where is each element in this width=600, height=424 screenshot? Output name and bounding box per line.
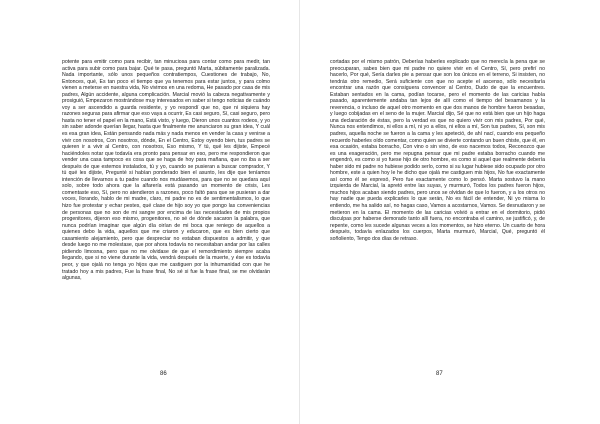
right-page <box>300 0 600 424</box>
right-page-body-text: cortadas por el mismo patrón, Deberías haberles explicado que no merecía la pena que se preocuparan, sabes bien que mi padre no quiere vivir en el Centro, Sí, pero prefirí no hacerlo, Por qué, Sería darles pie a pensar que son los únicos en el terreno, Si insisten, no tendrás otro remedio, Será suficiente con que no acepte el ascenso, sólo necesitaría encontrar una razón que consiguera convencer al Centro, Dudo de que la encuentres. Estaban sentados en la cama, podían tocarse, pero el momento de las caricias había pasado, aparentemente andaba tan lejos de allí como el tiempo del besamanos y la reverencia, o incluso de aquel otro momento en que dos manos de hombre fueron besadas, y luego cobijadas en el seno de la mujer. Marcial dijo, Sé que no está bien que un hijo haga una declaración de éstas, pero la verdad es que no quiero vivir con mis padres, Por qué, Nunca nos entendimos, ni ellos a mí, ni yo a ellos, ni ellos a mí, Son tus padres, Sí, son mis padres, aquella noche se fueron a la cama y les apeteció, de ahí nací, cuando era pequeño recuerdo haberles oído comentar, como quien se divierte contando un buen chiste, que él, en esa ocasión, estaba borracho, Con vino o sin vino, de eso nacemos todos, Reconozco que es una exageración, pero me repugna pensar que mi padre estaba borracho cuando me engendró, es como si yo fuese hijo de otro hombre, es como si aquel que realmente debería haber sido mi padre no hubiese podido serlo, como si su lugar hubiese sido ocupado por otro hombre, este a quien hoy le he dicho que ojalá me castiguen mis hijos, No fue exactamente así como él se expresó, Pero fue exactamente como lo pensó. Marta sostuvo la mano izquierda de Marcial, la apretó entre las suyas, y murmuró, Todos los padres fueron hijos, muchos hijos acaban siendo padres, pero unos se olvidan de que lo fueron, y a los otros no hay nadie que pueda explicarles lo que serán, No es fácil de entender, Ni yo misma lo entiendo, me ha salido así, no hagas caso, Vamos a acostarnos, Vamos. Se desnudaron y se metieron en la cama. El momento de las caricias volvió a entrar en el dormitorio, pidió disculpas por haberse demorado tanto allí fuera, no encontraba el camino, se justificó, y, de repente, como les sucede algunas veces a los momentos, se hizo eterno. Un cuarto de hora después, todavía enlazados los cuerpos, Marta murmuró, Marcial, Qué, preguntó él soñoliento, Tengo dos días de retraso. <box>330 59 545 242</box>
right-page-number: 87 <box>436 371 443 377</box>
left-page-body-text: potente para emitir como para recibir, tan minuciosa para contar como para medir, tan activa para subir como para bajar. Qué te pasa, preguntó Marta, súbitamente paralizada. Nada importante, sólo unos pequeños contratiempos, Cuestiones de trabajo, No, Entonces, qué, Es tan poco el tiempo que ya tenemos para estar juntos, y para colmo vienen a meterse en nuestra vida, No vivimos en una redoma, He pasado por casa de mis padres, Algún accidente, alguna complicación. Marcial movió la cabeza negativamente y prosiguió, Empezaron mostrándose muy interesados en saber si tengo noticias de cuándo voy a ser ascendido a guarda residente, y yo respondí que no, que ni siquiera hay razones seguras para afirmar que eso vaya a ocurrir, Es casi seguro, Sí, casi seguro, pero hasta no tener el papel en la mano, Está visto, y luego, Dieron unos cuantos rodeos, y yo sin saber adonde querían llegar, hasta que finalmente me anunciaron su gran idea, Y cuál es esa gran idea, Están pensando nada más y nada menos en vender la casa y venirse a vivir con nosotros, Con nosotros, dónde, En el Centro, Estoy oyendo bien, tus padres se quieren ir a vivir al Centro, con nosotros, Eso mismo, Y tú, qué les dijiste, Empecé haciéndoles notar que todavía era pronto para pensar en eso, pero me respondieron que vender una casa tampoco es cosa que se haga de hoy para mañana, que no iba a ser después de que estemos instalados, tú y yo, cuando se pusieran a buscar comprador, Y tú qué les dijiste, Pregunté si habían ponderado bien el asunto, les dije que teníamos intención de llevarnos a tu padre cuando nos mudásemos, para que no se quedara aquí solo, sobre todo ahora que la alfarería está pasando un momento de crisis, Les comentaste eso, Sí, pero no atendieron a razones, poco faltó para que se pusieran a dar voces, llorando, hablo de mi madre, claro, mi padre no es de sentimentalismos, lo que hizo fue protestar y echar pestes, qué clase de hijo soy yo que pongo las conveniencias de personas que no son de mi sangre por encima de las necesidades de mis propios progenitores, dijeron eso mismo, progenitores, no sé de dónde sacaron la palabra, que nunca podrían imaginar que algún día oirían de mi boca que reniego de aquellos a quienes debo la vida, aquellos que me criaron y educaron, que es bien cierto que casamiento alejamiento, pero que despreciar no estaban dispuestos a admitir, y que desde luego no me molestase, que por ahora todavía no necesitaban andar por las calles pidiendo limosna, pero que no me olvidase de que el remordimiento siempre acaba llegando, que si no viene durante la vida, vendrá después de la muerte, y ése es todavía peor, y que ojalá no tenga yo hijos que me castiguen por la inhumanidad con que he tratado hoy a mis padres, Fue la frase final, No sé si fue la frase final, se me olvidarán algunas, <box>62 59 270 282</box>
left-page-number: 86 <box>160 371 167 377</box>
